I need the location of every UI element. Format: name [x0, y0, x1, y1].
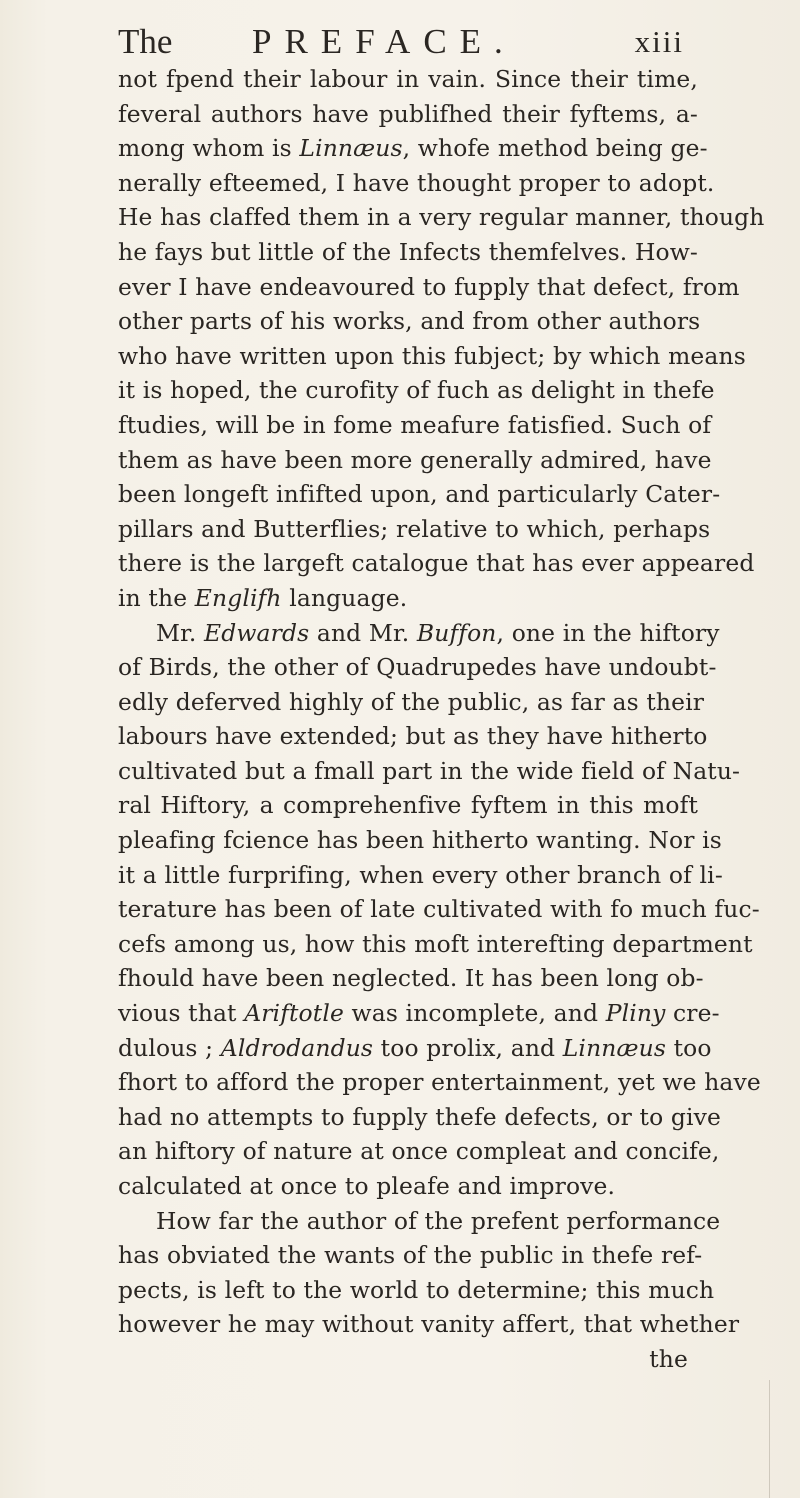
text-line: nerally efteemed, I have thought proper to adopt. — [118, 168, 715, 197]
text-line: not fpend their labour in vain. Since their time, — [118, 65, 698, 93]
preface-text — [118, 62, 765, 1377]
text-line: of Birds, the other of Quadrupedes have undoubt- — [118, 653, 717, 682]
text-line: pects, is left to the world to determine; this much — [118, 1275, 715, 1304]
text-line: edly deferved highly of the public, as far as their — [118, 687, 705, 716]
text-line: ever I have endeavoured to fupply that defect, from — [118, 272, 740, 301]
text-line: it a little furprifing, when every other branch of li- — [118, 860, 723, 889]
text-line: them as have been more generally admired, have — [118, 445, 712, 474]
text-line: cefs among us, how this moft interefting department — [118, 929, 753, 958]
text-line: terature has been of late cultivated with fo much fuc- — [118, 895, 760, 924]
text-line: has obviated the wants of the public in thefe ref- — [118, 1241, 703, 1270]
text-line: fhort to afford the proper entertainment, yet we have — [118, 1068, 761, 1097]
catchword: the — [649, 1344, 688, 1373]
text-line: had no attempts to fupply thefe defects, or to give — [118, 1102, 722, 1131]
page-edge — [769, 1380, 800, 1498]
text-line: however he may without vanity affert, that whether — [118, 1310, 740, 1339]
header-the: The — [118, 22, 173, 61]
text-line: in the Englifh language. — [118, 583, 408, 612]
text-line: vious that Ariftotle was incomplete, and Pliny cre- — [118, 999, 720, 1028]
text-line: fhould have been neglected. It has been long ob- — [118, 964, 704, 993]
text-line: it is hoped, the curofity of fuch as delight in thefe — [118, 376, 715, 405]
text-line: mong whom is Linnæus, whofe method being ge- — [118, 134, 708, 163]
text-line: calculated at once to pleafe and improve. — [118, 1172, 616, 1200]
text-line: How far the author of the prefent performance — [156, 1206, 721, 1235]
text-line: cultivated but a fmall part in the wide field of Natu- — [118, 756, 741, 785]
text-line: Mr. Edwards and Mr. Buffon, one in the hiftory — [156, 618, 720, 647]
running-header — [118, 18, 684, 66]
text-line: feveral authors have publifhed their fyftems, a- — [118, 99, 698, 128]
text-line: other parts of his works, and from other authors — [118, 307, 701, 336]
text-line: who have written upon this fubject; by which means — [118, 341, 746, 370]
header-title: PREFACE. — [252, 22, 516, 61]
text-line: pleafing fcience has been hitherto wanting. Nor is — [118, 826, 722, 855]
text-line: he fays but little of the Infects themfelves. How- — [118, 237, 698, 266]
text-line: there is the largeft catalogue that has ever appeared — [118, 549, 755, 578]
text-line: pillars and Butterflies; relative to which, perhaps — [118, 514, 711, 543]
text-line: ftudies, will be in fome meafure fatisfied. Such of — [118, 410, 712, 439]
text-line: labours have extended; but as they have hitherto — [118, 722, 708, 751]
text-line: dulous ; Aldrodandus too prolix, and Linnæus too — [118, 1033, 712, 1062]
text-line: an hiftory of nature at once compleat and concife, — [118, 1137, 720, 1166]
page-number: xiii — [634, 24, 684, 59]
text-line: He has claffed them in a very regular manner, though — [118, 203, 765, 232]
text-line: ral Hiftory, a comprehenfive fyftem in this moft — [118, 791, 698, 820]
text-line: been longeft infifted upon, and particularly Cater- — [118, 480, 721, 509]
